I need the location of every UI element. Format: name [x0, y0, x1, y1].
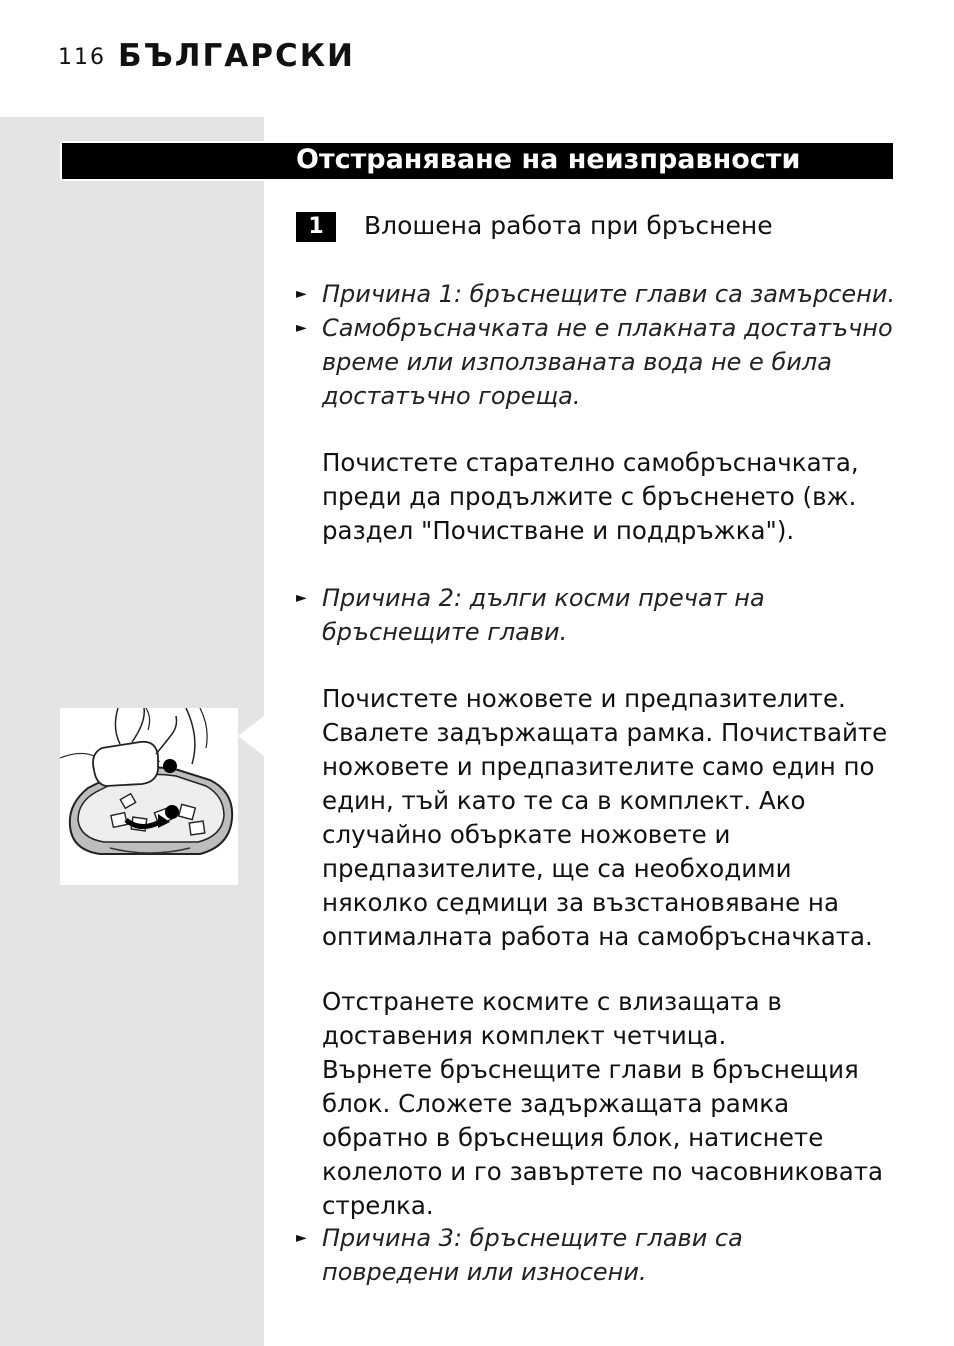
problem-number-badge: 1: [296, 212, 336, 242]
language-heading: БЪЛГАРСКИ: [118, 38, 355, 74]
bullet-icon: ►: [296, 286, 307, 302]
section-title: Отстраняване на неизправности: [296, 144, 801, 175]
remedy-3: Отстранете космите с влизащата в доставения комплект четчица.: [322, 987, 782, 1050]
cause-2: Причина 2: дълги косми пречат на бръснещите глави.: [322, 584, 765, 646]
illustration-pointer: [238, 716, 264, 756]
bullet-icon: ►: [296, 590, 307, 606]
bullet-icon: ►: [296, 320, 307, 336]
page-number: 116: [58, 45, 106, 70]
remedy-2: Почистете ножовете и предпазителите. Свалете задържащата рамка. Почиствайте ножовете и предпазителите само един по един, тъй като те са в комплект. Ако случайно объркате ножовете и предпазителите, ще са необходими няколко седмици за възстановяване на оптималната работа на самобръсначката.: [322, 684, 888, 951]
shaving-head-illustration: [60, 708, 238, 885]
cause-1-detail: Самобръсначката не е плакната достатъчно време или използваната вода не е била достатъчно гореща.: [322, 314, 893, 410]
cause-3: Причина 3: бръснещите глави са повредени или износени.: [322, 1224, 743, 1286]
bullet-icon: ►: [296, 1230, 307, 1246]
remedy-4: Върнете бръснещите глави в бръснещия блок. Сложете задържащата рамка обратно в бръснещия блок, натиснете колелото и го завъртете по часовниковата стрелка.: [322, 1055, 884, 1220]
cause-1: Причина 1: бръснещите глави са замърсени.: [322, 280, 896, 308]
problem-title: Влошена работа при бръснене: [364, 211, 773, 240]
remedy-1: Почистете старателно самобръсначката, преди да продължите с бръсненето (вж. раздел "Почистване и поддръжка").: [322, 448, 859, 545]
